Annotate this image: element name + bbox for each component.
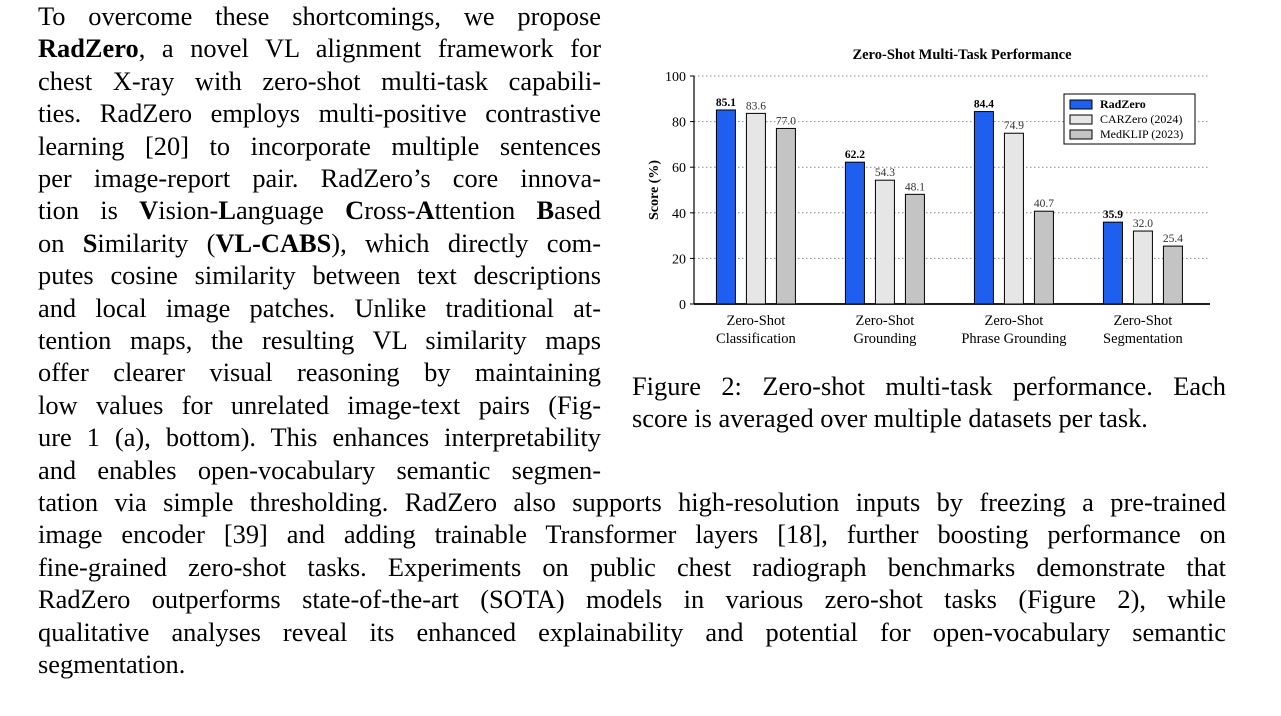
text-line xyxy=(38,227,601,259)
bar xyxy=(1034,211,1053,304)
caption-line: Figure 2: Zero-shot multi-task performance. Each xyxy=(632,371,1226,401)
text-run: ties. RadZero employs multi-positive contrastive xyxy=(38,98,601,129)
y-tick-label: 20 xyxy=(672,252,686,268)
text-line: fine-grained zero-shot tasks. Experiments on public chest radiograph benchmarks demonstrate that xyxy=(38,551,1226,582)
bar xyxy=(716,110,735,304)
text-run: and local image patches. Unlike traditional at- xyxy=(38,292,601,323)
text-run: ), which directly com- xyxy=(331,227,601,258)
text-run: anguage xyxy=(235,195,346,226)
chart-title: Zero-Shot Multi-Task Performance xyxy=(852,47,1072,63)
bar xyxy=(875,180,894,304)
x-tick-label: Zero-Shot xyxy=(1113,313,1173,329)
text-run: tention maps, the resulting VL similarity maps xyxy=(38,325,601,356)
figure-caption xyxy=(632,370,1226,435)
data-label: 84.4 xyxy=(973,98,994,111)
bold-text: V xyxy=(139,195,159,226)
text-run: and enables open-vocabulary semantic segmen- xyxy=(38,454,601,485)
data-label: 35.9 xyxy=(1102,209,1123,222)
text-run: low values for unrelated image-text pairs (Fig- xyxy=(38,389,601,420)
text-line xyxy=(38,65,601,97)
y-tick-label: 80 xyxy=(672,115,686,131)
data-label: 32.0 xyxy=(1132,218,1153,231)
legend-label: CARZero (2024) xyxy=(1100,112,1183,126)
x-tick-label: Segmentation xyxy=(1103,331,1183,347)
legend-swatch xyxy=(1070,130,1092,139)
bold-text: S xyxy=(82,227,98,258)
caption-line: score is averaged over multiple datasets per task. xyxy=(632,403,1148,434)
y-axis-label: Score (%) xyxy=(647,160,662,220)
text-run: chest X-ray with zero-shot multi-task capabili- xyxy=(38,65,601,96)
text-line xyxy=(38,259,601,291)
bar-chart xyxy=(632,40,1232,350)
text-line xyxy=(38,194,601,226)
data-label: 40.7 xyxy=(1033,198,1054,211)
figure-2 xyxy=(632,40,1232,350)
text-line xyxy=(38,0,601,32)
text-line xyxy=(38,421,601,453)
y-tick-label: 40 xyxy=(672,206,686,222)
y-tick-label: 60 xyxy=(672,161,686,177)
text-run: ross- xyxy=(364,195,416,226)
text-line xyxy=(38,389,601,421)
bar xyxy=(746,113,765,304)
text-line xyxy=(38,97,601,129)
text-run: offer clearer visual reasoning by maintaining xyxy=(38,357,601,388)
text-run: imilarity ( xyxy=(97,227,216,258)
bold-text: B xyxy=(536,195,555,226)
text-line xyxy=(38,162,601,194)
text-line xyxy=(38,454,601,486)
text-line xyxy=(38,32,601,64)
x-tick-label: Zero-Shot xyxy=(855,313,915,329)
bold-text: A xyxy=(415,195,435,226)
data-label: 83.6 xyxy=(745,100,766,113)
bold-text: RadZero xyxy=(38,33,139,64)
text-run: ure 1 (a), bottom). This enhances interpretability xyxy=(38,422,601,453)
data-label: 74.9 xyxy=(1003,120,1024,133)
text-run: tion is xyxy=(38,195,140,226)
legend-label: RadZero xyxy=(1100,97,1146,111)
bar xyxy=(776,128,795,304)
text-line xyxy=(38,324,601,356)
text-run: ision- xyxy=(158,195,219,226)
bar xyxy=(845,162,864,304)
bar xyxy=(905,194,924,304)
text-run: putes cosine similarity between text descriptions xyxy=(38,260,601,291)
text-line: qualitative analyses reveal its enhanced explainability and potential for open-vocabulary semantic xyxy=(38,616,1226,647)
data-label: 85.1 xyxy=(715,96,736,109)
legend-swatch xyxy=(1070,100,1092,109)
data-label: 48.1 xyxy=(904,181,925,194)
bar xyxy=(974,112,993,304)
bar xyxy=(1103,222,1122,304)
x-tick-label: Phrase Grounding xyxy=(961,331,1067,347)
bar xyxy=(1133,231,1152,304)
text-run: learning [20] to incorporate multiple sentences xyxy=(38,130,601,161)
bar xyxy=(1004,133,1023,304)
data-label: 77.0 xyxy=(775,115,796,128)
text-line: image encoder [39] and adding trainable Transformer layers [18], further boosting performance on xyxy=(38,519,1226,550)
intro-paragraph-wrapped xyxy=(38,0,601,486)
y-tick-label: 100 xyxy=(665,70,686,85)
data-label: 54.3 xyxy=(874,167,895,180)
text-line: segmentation. xyxy=(38,649,186,680)
x-tick-label: Classification xyxy=(716,331,796,347)
text-run: ttention xyxy=(434,195,537,226)
text-run: per image-report pair. RadZero’s core innova- xyxy=(38,163,601,194)
intro-paragraph-full xyxy=(38,486,1226,680)
text-line: tation via simple thresholding. RadZero also supports high-resolution inputs by freezing a pre-trained xyxy=(38,487,1226,517)
text-line xyxy=(38,356,601,388)
text-line xyxy=(38,292,601,324)
x-tick-label: Grounding xyxy=(853,331,917,347)
bold-text: C xyxy=(345,195,365,226)
text-run: , a novel VL alignment framework for xyxy=(138,33,601,64)
bold-text: L xyxy=(218,195,236,226)
data-label: 62.2 xyxy=(844,149,865,162)
x-tick-label: Zero-Shot xyxy=(726,313,786,329)
text-line: RadZero outperforms state-of-the-art (SOTA) models in various zero-shot tasks (Figure 2), while xyxy=(38,584,1226,615)
x-tick-label: Zero-Shot xyxy=(984,313,1044,329)
text-line xyxy=(38,130,601,162)
bar xyxy=(1163,246,1182,304)
bold-text: VL-CABS xyxy=(215,227,332,258)
y-tick-label: 0 xyxy=(679,298,686,313)
data-label: 25.4 xyxy=(1162,233,1183,246)
text-run: To overcome these shortcomings, we propose xyxy=(38,1,601,31)
text-run: on xyxy=(38,227,83,258)
text-run: ased xyxy=(554,195,601,226)
legend-swatch xyxy=(1070,115,1092,124)
legend-label: MedKLIP (2023) xyxy=(1100,127,1184,141)
